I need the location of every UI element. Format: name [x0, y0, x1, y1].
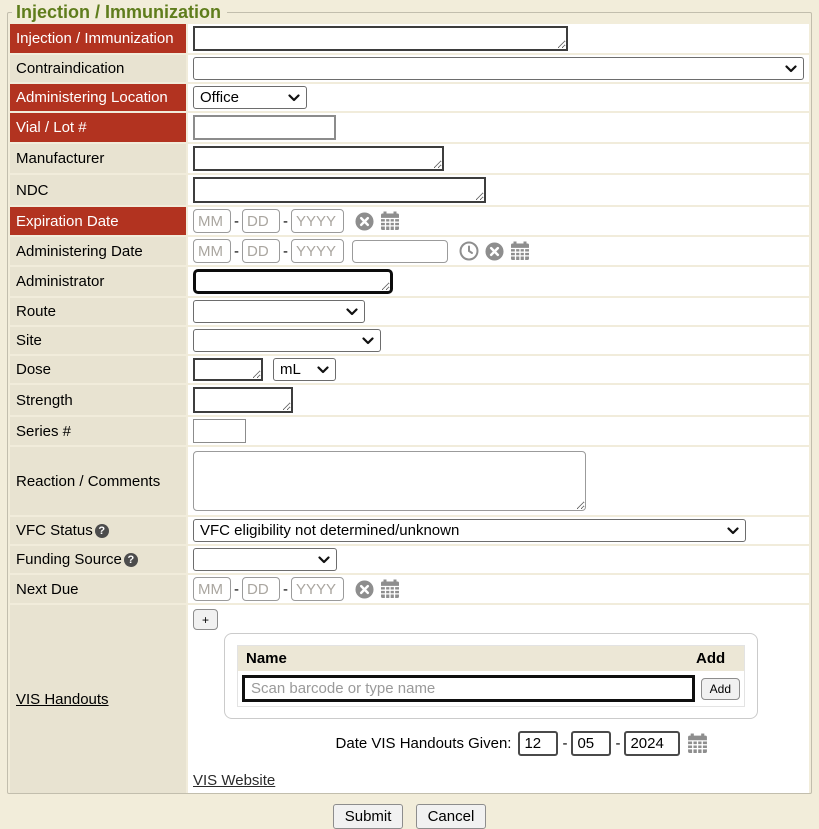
vis-add-column-header: Add: [696, 650, 726, 667]
administering-location-select[interactable]: [193, 86, 307, 109]
site-label: Site: [10, 327, 188, 354]
injection-immunization-form: [7, 2, 812, 794]
cancel-button[interactable]: Cancel: [416, 804, 487, 829]
date-separator: -: [283, 212, 288, 230]
row-vis-handouts: [10, 605, 809, 793]
chevron-down-icon: [785, 65, 797, 73]
vis-date-year-field[interactable]: [624, 731, 680, 756]
expiration-date-label: Expiration Date: [10, 207, 188, 235]
ndc-label: NDC: [10, 175, 188, 205]
vfc-status-label: VFC Status: [16, 522, 93, 539]
date-separator: -: [283, 580, 288, 598]
row-series: [10, 417, 809, 447]
row-vial-lot: [10, 113, 809, 144]
row-vfc-status: [10, 517, 809, 546]
injection-field[interactable]: [193, 26, 568, 51]
date-separator: -: [562, 735, 568, 752]
row-administering-location: [10, 84, 809, 113]
administering-day-field[interactable]: [242, 239, 280, 263]
next-due-year-field[interactable]: [291, 577, 344, 601]
submit-button[interactable]: Submit: [333, 804, 404, 829]
contraindication-label: Contraindication: [10, 55, 188, 82]
vis-handouts-link[interactable]: VIS Handouts: [16, 690, 109, 708]
clear-date-icon[interactable]: [355, 580, 374, 599]
row-contraindication: [10, 55, 809, 84]
administering-year-field[interactable]: [291, 239, 344, 263]
date-separator: -: [283, 242, 288, 260]
reaction-comments-label: Reaction / Comments: [10, 447, 188, 515]
series-label: Series #: [10, 417, 188, 445]
calendar-icon[interactable]: [510, 241, 530, 261]
row-manufacturer: [10, 144, 809, 175]
ndc-field[interactable]: [193, 177, 486, 203]
administering-location-label: Administering Location: [10, 84, 188, 111]
administering-location-selected-value: Office: [200, 89, 239, 106]
row-dose: [10, 356, 809, 385]
chevron-down-icon: [346, 308, 358, 316]
vis-date-month-field[interactable]: [518, 731, 558, 756]
administrator-field[interactable]: [193, 269, 393, 294]
date-separator: -: [615, 735, 621, 752]
route-select[interactable]: [193, 300, 365, 323]
vis-date-day-field[interactable]: [571, 731, 611, 756]
dose-label: Dose: [10, 356, 188, 383]
administrator-label: Administrator: [10, 267, 188, 296]
strength-label: Strength: [10, 385, 188, 415]
chevron-down-icon: [362, 337, 374, 345]
manufacturer-label: Manufacturer: [10, 144, 188, 173]
clock-icon[interactable]: [459, 241, 479, 261]
row-site: [10, 327, 809, 356]
injection-label: Injection / Immunization: [10, 24, 188, 53]
next-due-month-field[interactable]: [193, 577, 231, 601]
form-actions: [0, 804, 819, 829]
chevron-down-icon: [318, 556, 330, 564]
vfc-status-select[interactable]: [193, 519, 746, 542]
administering-time-field[interactable]: [352, 240, 448, 263]
date-separator: -: [234, 212, 239, 230]
next-due-label: Next Due: [10, 575, 188, 603]
vis-expand-button[interactable]: +: [193, 609, 218, 630]
form-title: Injection / Immunization: [16, 2, 222, 22]
row-administering-date: [10, 237, 809, 267]
row-administrator: [10, 267, 809, 298]
administering-month-field[interactable]: [193, 239, 231, 263]
calendar-icon[interactable]: [380, 579, 400, 599]
site-select[interactable]: [193, 329, 381, 352]
help-icon[interactable]: ?: [124, 553, 138, 567]
vis-date-given-label: Date VIS Handouts Given:: [335, 735, 512, 752]
dose-field[interactable]: [193, 358, 263, 381]
funding-source-select[interactable]: [193, 548, 337, 571]
row-next-due: [10, 575, 809, 605]
clear-date-icon[interactable]: [355, 212, 374, 231]
vial-lot-field[interactable]: [193, 115, 336, 140]
vis-website-link[interactable]: VIS Website: [193, 772, 276, 789]
row-strength: [10, 385, 809, 417]
calendar-icon[interactable]: [380, 211, 400, 231]
next-due-day-field[interactable]: [242, 577, 280, 601]
chevron-down-icon: [727, 527, 739, 535]
vfc-status-selected-value: VFC eligibility not determined/unknown: [200, 522, 460, 539]
administering-date-label: Administering Date: [10, 237, 188, 265]
expiration-month-field[interactable]: [193, 209, 231, 233]
clear-date-icon[interactable]: [485, 242, 504, 261]
row-reaction-comments: [10, 447, 809, 517]
vial-lot-label: Vial / Lot #: [10, 113, 188, 142]
chevron-down-icon: [288, 94, 300, 102]
manufacturer-field[interactable]: [193, 146, 444, 171]
row-route: [10, 298, 809, 327]
row-ndc: [10, 175, 809, 207]
expiration-day-field[interactable]: [242, 209, 280, 233]
row-expiration-date: [10, 207, 809, 237]
strength-field[interactable]: [193, 387, 293, 413]
vis-name-column-header: Name: [246, 650, 287, 667]
funding-source-label: Funding Source: [16, 551, 122, 568]
row-injection: [10, 24, 809, 55]
contraindication-select[interactable]: [193, 57, 804, 80]
reaction-comments-field[interactable]: [193, 451, 586, 511]
help-icon[interactable]: ?: [95, 524, 109, 538]
expiration-year-field[interactable]: [291, 209, 344, 233]
chevron-down-icon: [317, 366, 329, 374]
dose-unit-selected-value: mL: [280, 361, 301, 378]
date-separator: -: [234, 580, 239, 598]
date-separator: -: [234, 242, 239, 260]
route-label: Route: [10, 298, 188, 325]
calendar-icon[interactable]: [687, 733, 708, 754]
vis-handouts-panel: [224, 633, 758, 719]
vis-scan-input[interactable]: [242, 675, 695, 702]
series-field[interactable]: [193, 419, 246, 443]
row-funding-source: [10, 546, 809, 575]
dose-unit-select[interactable]: [273, 358, 336, 381]
vis-add-button[interactable]: Add: [701, 678, 740, 700]
